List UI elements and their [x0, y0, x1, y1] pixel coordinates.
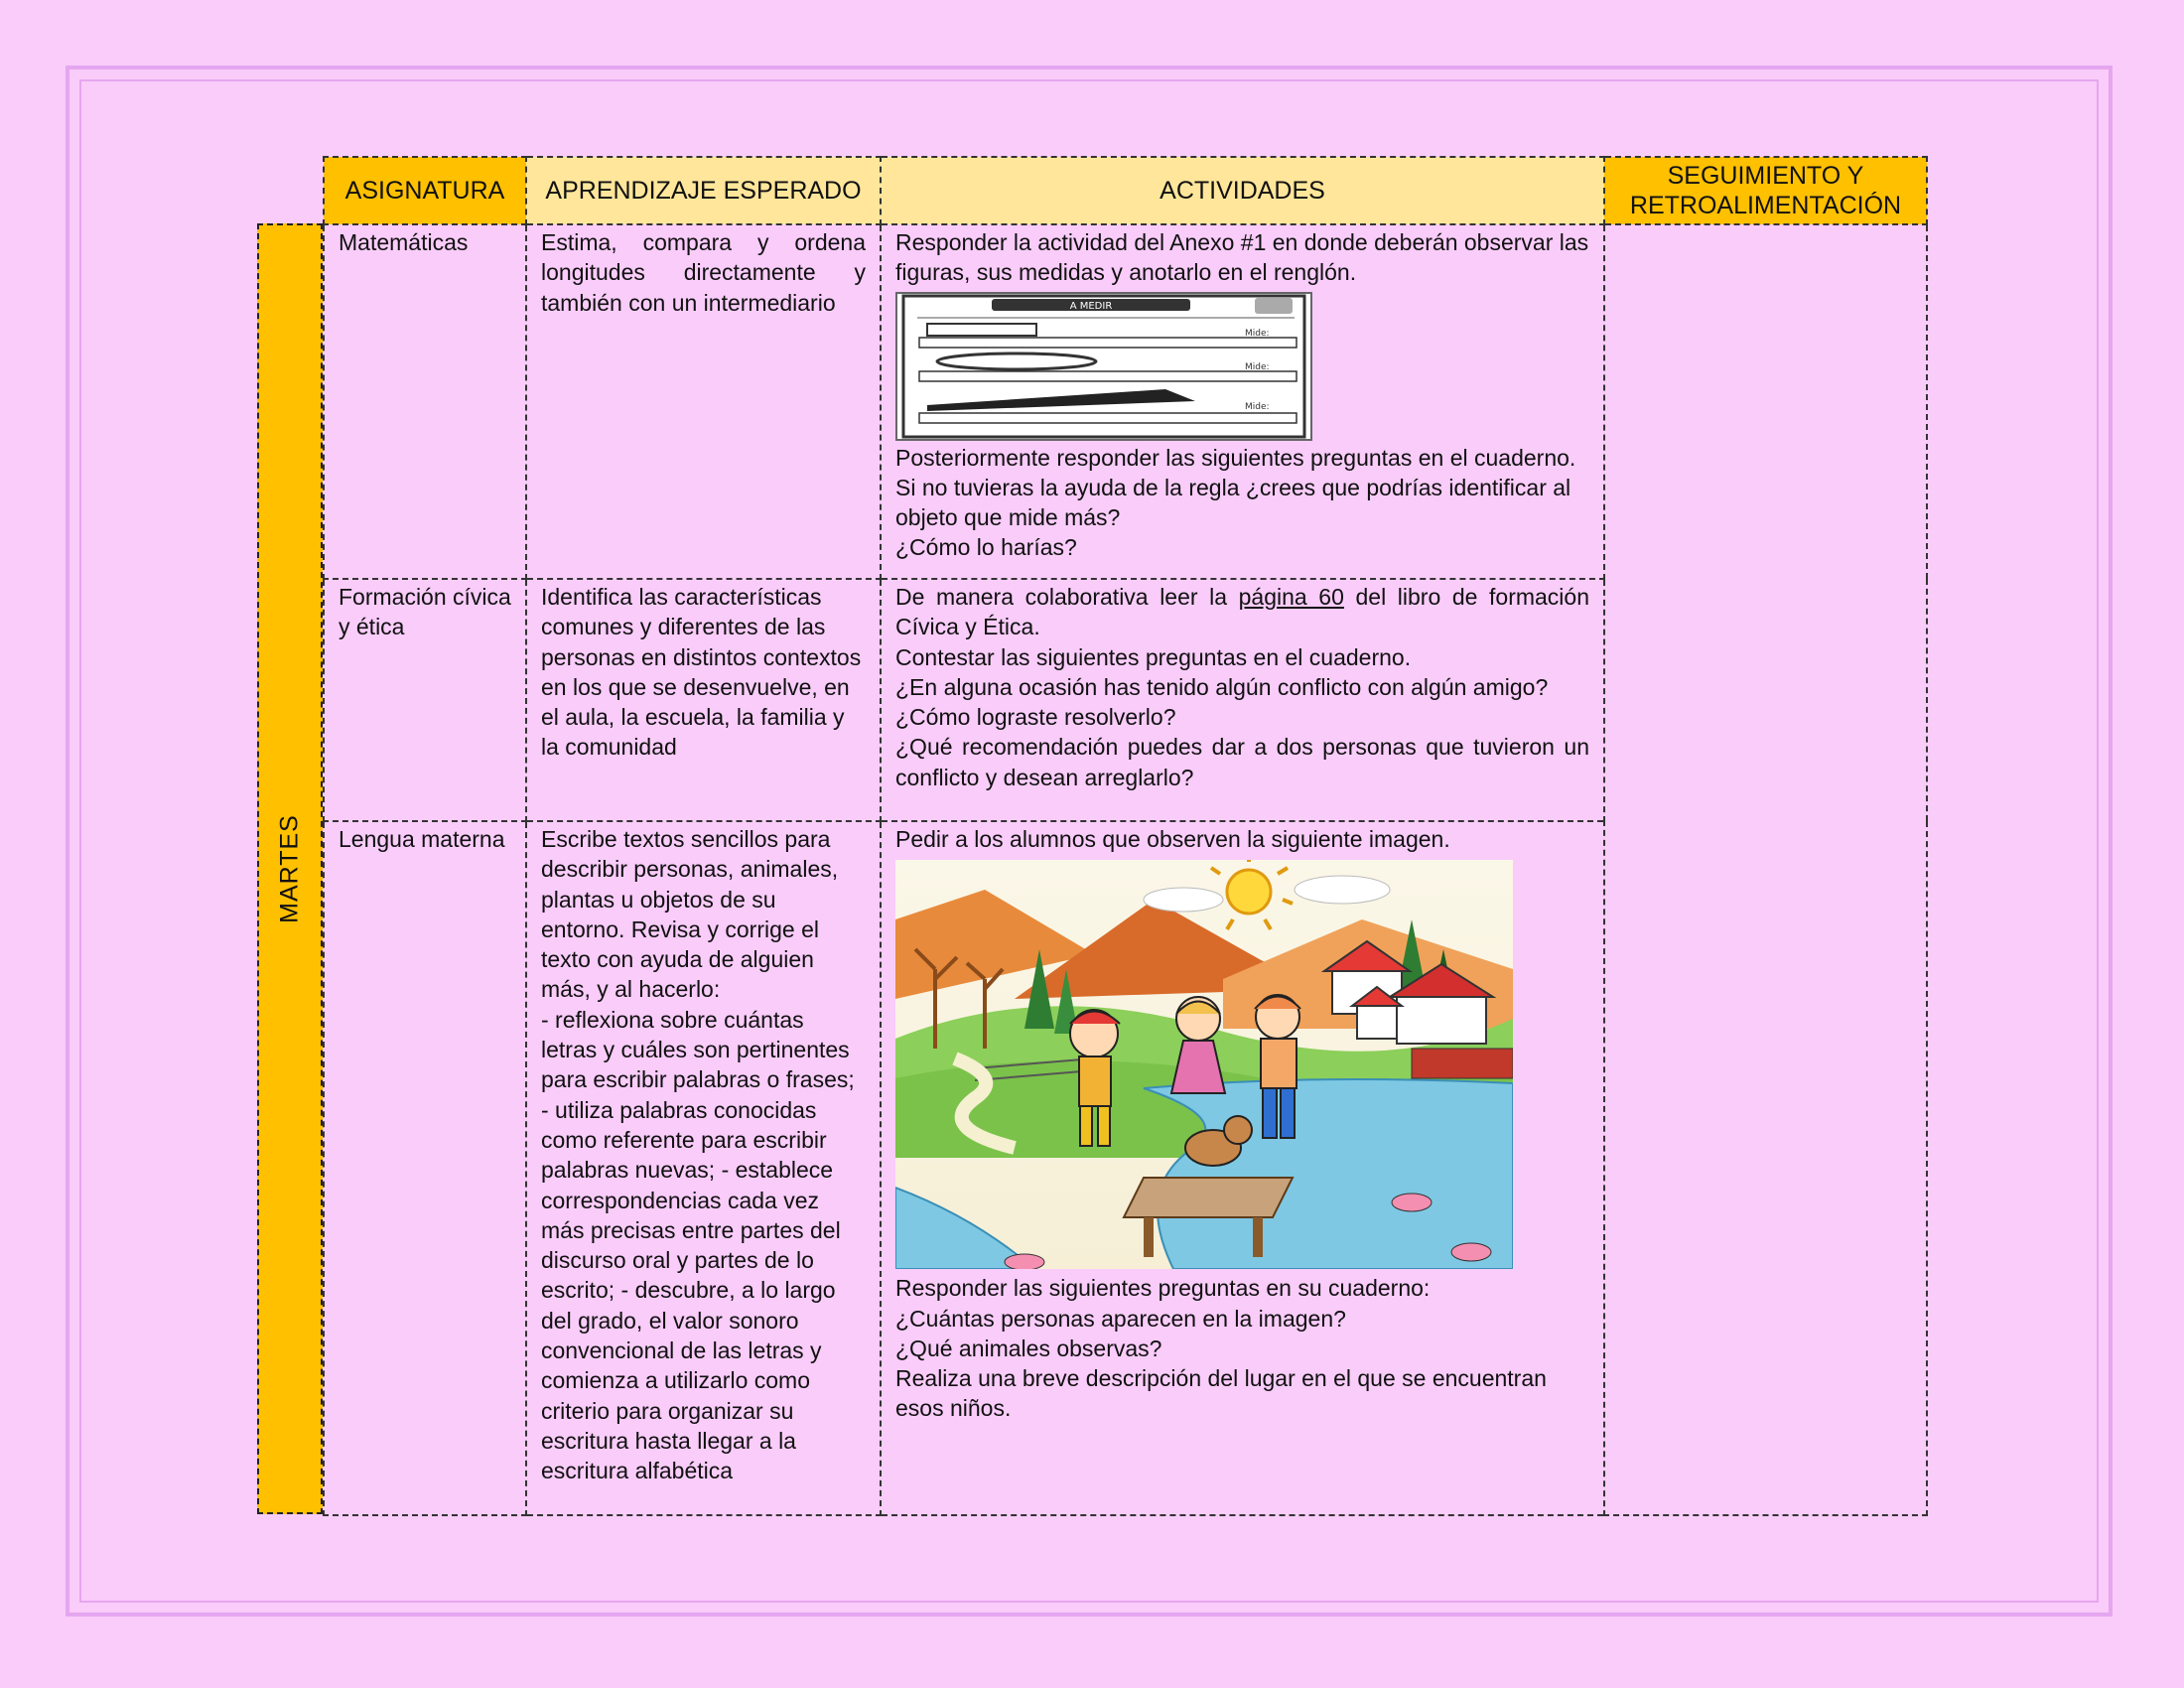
- activity-line: ¿En alguna ocasión has tenido algún conflicto con algún amigo?: [895, 673, 1549, 700]
- activity-pre-text: De manera colaborativa leer la: [895, 584, 1239, 610]
- learning-text: Escribe textos sencillos para describir personas, animales, plantas u objetos de su entorno. Revisa y corrige el texto con ayuda de alguien más, y al hacerlo:: [541, 826, 839, 1003]
- header-seguimiento: SEGUIMIENTO Y RETROALIMENTACIÓN: [1604, 157, 1927, 224]
- worksheet-title: A MEDIR: [1069, 300, 1113, 312]
- activity-line: Contestar las siguientes preguntas en el cuaderno.: [895, 643, 1412, 670]
- subject-lengua: Lengua materna: [339, 826, 505, 852]
- activity-line: ¿Cómo lo harías?: [895, 534, 1077, 561]
- activity-line: ¿Cuántas personas aparecen en la imagen?: [895, 1305, 1346, 1332]
- table-header-row: [324, 157, 1927, 224]
- activity-line: Si no tuvieras la ayuda de la regla ¿crees que podrías identificar al objeto que mide más?: [895, 474, 1571, 531]
- header-actividades: ACTIVIDADES: [881, 157, 1604, 224]
- learning-cell: [526, 224, 881, 579]
- learning-cell: [526, 821, 881, 1515]
- header-aprendizaje: APRENDIZAJE ESPERADO: [526, 157, 881, 224]
- activity-post-text: del libro de formación Cívica y Ética.: [895, 584, 1589, 640]
- day-label-strip: [257, 223, 323, 1514]
- table-row: [324, 224, 1927, 579]
- activity-line: Posteriormente responder las siguientes preguntas en el cuaderno.: [895, 444, 1576, 471]
- header-asignatura: ASIGNATURA: [324, 157, 526, 224]
- worksheet-label-3: Mide:: [1245, 401, 1270, 412]
- activity-cell: [881, 579, 1604, 821]
- subject-matematicas: Matemáticas: [339, 229, 469, 255]
- activity-line: ¿Qué animales observas?: [895, 1335, 1162, 1361]
- subject-cell: [324, 821, 526, 1515]
- measuring-worksheet-image: [895, 292, 1312, 441]
- activity-intro: Responder la actividad del Anexo #1 en donde deberán observar las figuras, sus medidas y anotarlo en el renglón.: [895, 229, 1589, 286]
- activity-cell: [881, 224, 1604, 579]
- feedback-cell: [1604, 224, 1927, 1515]
- activity-line: ¿Qué recomendación puedes dar a dos personas que tuvieron un conflicto y desean arreglarlo?: [895, 734, 1589, 790]
- subject-cell: [324, 224, 526, 579]
- activity-line: Responder las siguientes preguntas en su cuaderno:: [895, 1275, 1431, 1302]
- worksheet-label-1: Mide:: [1245, 328, 1270, 339]
- learning-cell: [526, 579, 881, 821]
- subject-civica: Formación cívica y ética: [339, 584, 511, 640]
- page-reference: página 60: [1238, 584, 1344, 610]
- learning-text: Identifica las características comunes y diferentes de las personas en distintos contextos en los que se desenvuelve, en el aula, la escuela, la familia y la comunidad: [541, 584, 862, 761]
- activity-cell: [881, 821, 1604, 1515]
- learning-item: - reflexiona sobre cuántas letras y cuáles son pertinentes para escribir palabras o frases;: [541, 1006, 855, 1093]
- activity-line: Realiza una breve descripción del lugar en el que se encuentran esos niños.: [895, 1365, 1547, 1422]
- day-label: MARTES: [275, 814, 304, 923]
- learning-item: - utiliza palabras conocidas como referente para escribir palabras nuevas; - establece correspondencias cada vez más precisas entre partes del discurso oral y partes de lo escrito; - descubre, a lo largo del grado, el valor sonoro convencional de las letras y comienza a utilizarlo como criterio para organizar su escritura hasta llegar a la escritura alfabética: [541, 1096, 841, 1484]
- ruler-worksheet-icon: [897, 294, 1310, 439]
- worksheet-label-2: Mide:: [1245, 361, 1270, 372]
- lesson-plan-table: [323, 156, 1928, 1516]
- activity-intro: [895, 582, 1589, 642]
- children-landscape-illustration: [895, 860, 1513, 1269]
- subject-cell: [324, 579, 526, 821]
- activity-line: ¿Cómo lograste resolverlo?: [895, 704, 1176, 731]
- activity-intro: Pedir a los alumnos que observen la siguiente imagen.: [895, 826, 1450, 852]
- learning-text: Estima, compara y ordena longitudes directamente y también con un intermediario: [541, 229, 866, 316]
